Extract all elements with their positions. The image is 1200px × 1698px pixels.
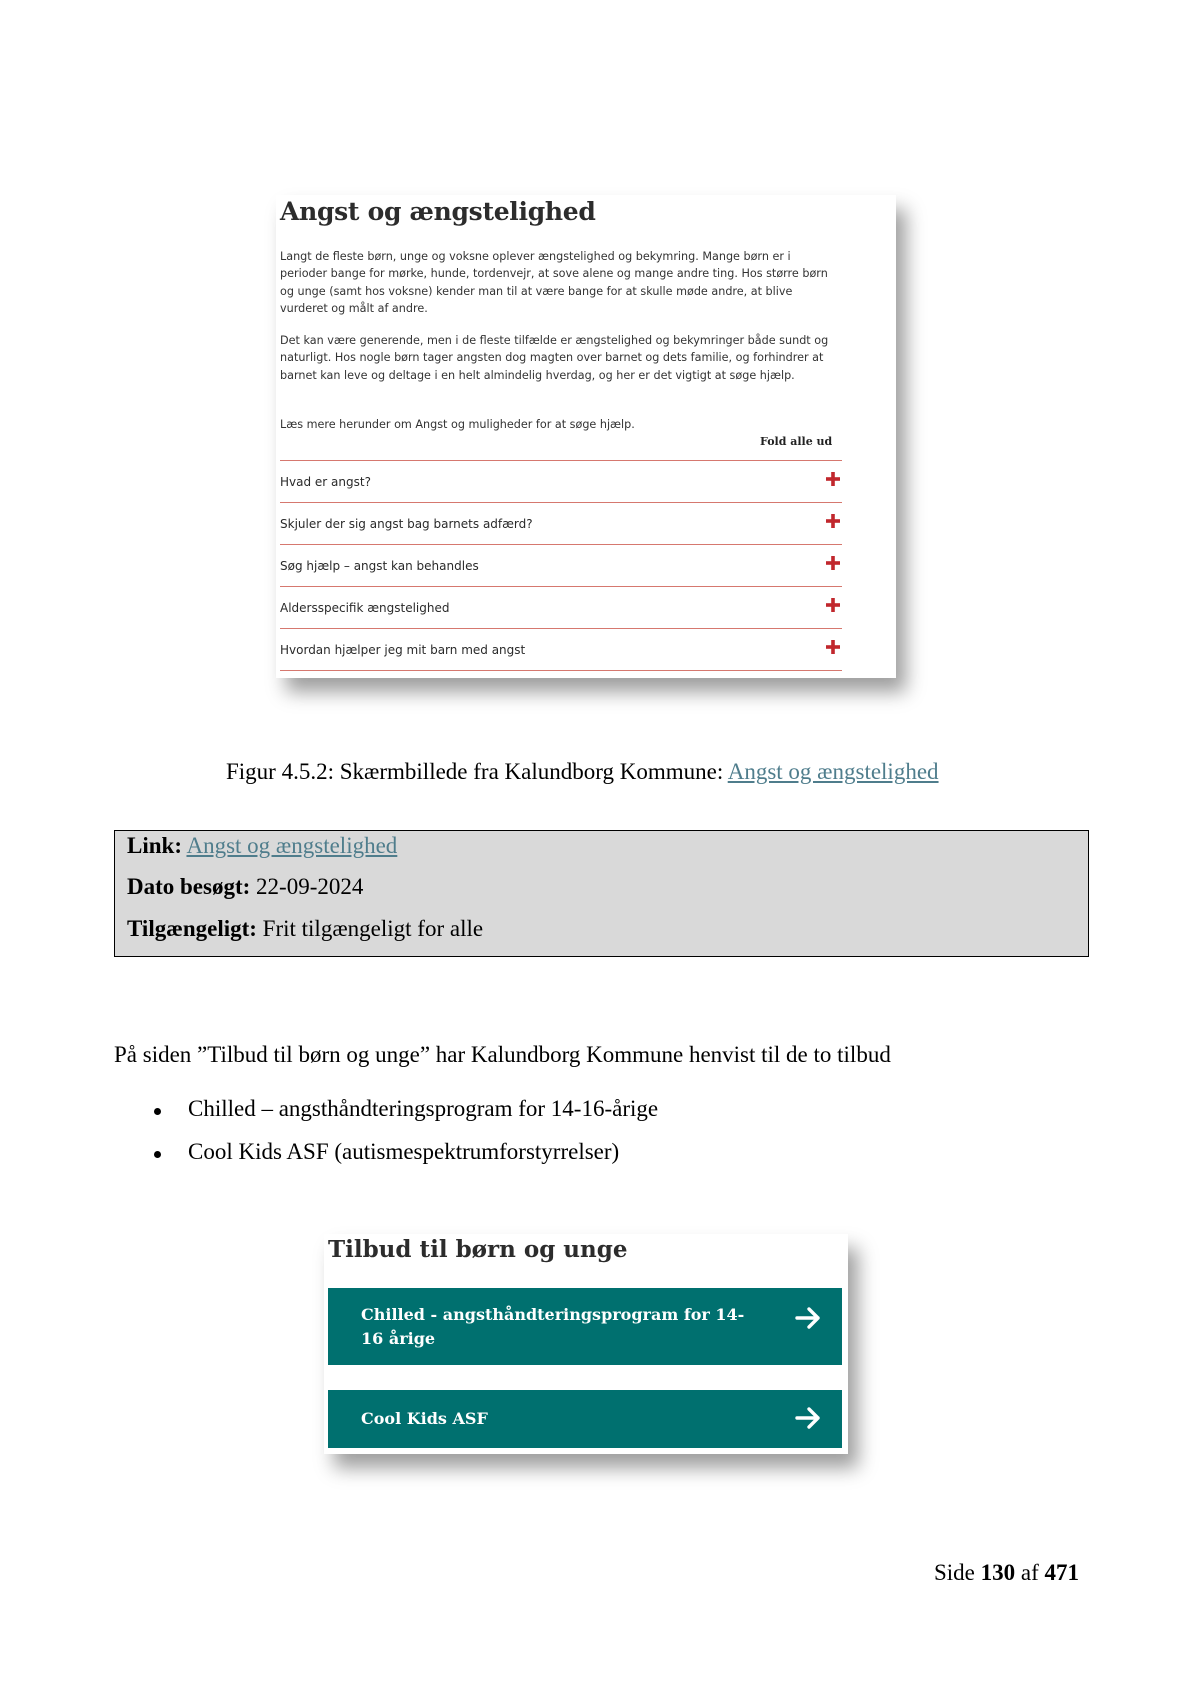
page-current: 130 <box>980 1560 1016 1585</box>
chilled-button[interactable] <box>328 1288 842 1365</box>
chilled-button-label: Chilled - angsthåndteringsprogram for 14-16 årige <box>361 1305 745 1348</box>
info-link[interactable]: Angst og ængstelighed <box>186 833 398 858</box>
accordion-item[interactable] <box>280 461 842 503</box>
cool-kids-button[interactable] <box>328 1390 842 1448</box>
bullet-icon <box>154 1151 161 1158</box>
plus-icon <box>826 472 840 486</box>
info-access-row <box>127 916 483 942</box>
list-item <box>150 1139 658 1182</box>
page-number <box>934 1560 1079 1586</box>
screenshot-tilbud <box>324 1234 848 1454</box>
accordion <box>276 461 842 671</box>
plus-icon <box>826 640 840 654</box>
arrow-right-icon <box>794 1304 822 1332</box>
screenshot-paragraph-2: Det kan være generende, men i de fleste tilfælde er ængstelighed og bekymringer både sundt og naturligt. Hos nogle børn tager angsten dog magten over barnet og dets familie, og forhindrer at barnet kan leve og deltage i en helt almindelig hverdag, og her er det vigtigt at søge hjælp. <box>280 334 829 382</box>
page-side-label: Side <box>934 1560 975 1585</box>
accordion-item[interactable] <box>280 545 842 587</box>
accordion-item[interactable] <box>280 629 842 671</box>
page-of-label: af <box>1020 1560 1039 1585</box>
accordion-item[interactable] <box>280 503 842 545</box>
plus-icon <box>826 598 840 612</box>
bullet-icon <box>154 1108 161 1115</box>
list-item <box>150 1096 658 1139</box>
info-date-value: 22-09-2024 <box>256 874 364 899</box>
accordion-item-label: Aldersspecifik ængstelighed <box>280 601 450 615</box>
accordion-item-label: Hvad er angst? <box>280 475 371 489</box>
accordion-item[interactable] <box>280 587 842 629</box>
info-access-value: Frit tilgængeligt for alle <box>262 916 484 941</box>
accordion-item-label: Skjuler der sig angst bag barnets adfærd? <box>280 517 533 531</box>
info-box <box>114 830 1089 957</box>
info-date-label: Dato besøgt: <box>127 874 251 899</box>
list-item-text: Cool Kids ASF (autismespektrumforstyrrelser) <box>188 1139 620 1164</box>
info-link-row <box>127 833 397 859</box>
accordion-item-label: Hvordan hjælper jeg mit barn med angst <box>280 643 526 657</box>
accordion-item-label: Søg hjælp – angst kan behandles <box>280 559 479 573</box>
info-date-row <box>127 874 363 900</box>
info-access-label: Tilgængeligt: <box>127 916 257 941</box>
caption-link[interactable]: Angst og ængstelighed <box>727 759 939 784</box>
plus-icon <box>826 556 840 570</box>
screenshot-title: Angst og ængstelighed <box>280 197 596 226</box>
screenshot-paragraph-3: Læs mere herunder om Angst og muligheder for at søge hjælp. <box>280 418 635 431</box>
caption-text: Figur 4.5.2: Skærmbillede fra Kalundborg Kommune: <box>226 759 728 784</box>
fold-all-button[interactable]: Fold alle ud <box>760 435 833 448</box>
plus-icon <box>826 514 840 528</box>
page-total: 471 <box>1044 1560 1080 1585</box>
screenshot2-title: Tilbud til børn og unge <box>328 1236 628 1263</box>
list-item-text: Chilled – angsthåndteringsprogram for 14-16-årige <box>188 1096 659 1121</box>
figure-caption <box>226 759 939 785</box>
screenshot-angst <box>276 195 896 678</box>
info-link-label: Link: <box>127 833 182 858</box>
bullet-list <box>150 1096 658 1182</box>
body-paragraph: På siden ”Tilbud til børn og unge” har Kalundborg Kommune henvist til de to tilbud <box>114 1042 891 1067</box>
cool-kids-button-label: Cool Kids ASF <box>361 1409 488 1428</box>
screenshot-paragraph-1: Langt de fleste børn, unge og voksne oplever ængstelighed og bekymring. Mange børn er i perioder bange for mørke, hunde, tordenvejr, at sove alene og mange andre ting. Hos større børn og unge (samt hos voksne) kender man til at være bange for at skulle møde andre, at blive vurderet og målt af andre. <box>280 250 828 315</box>
arrow-right-icon <box>794 1404 822 1432</box>
